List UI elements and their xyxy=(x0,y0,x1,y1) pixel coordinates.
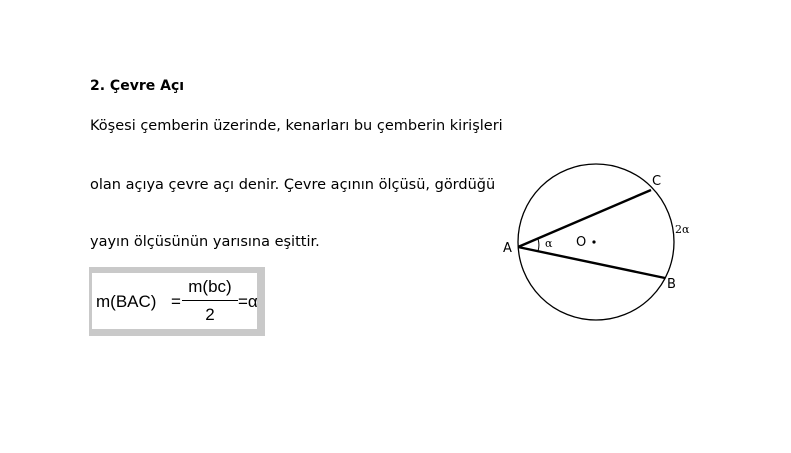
circle-outline xyxy=(518,164,674,320)
formula-content xyxy=(92,273,257,329)
paragraph-definition: Köşesi çemberin üzerinde, kenarları bu çemberin kirişleri xyxy=(90,118,503,134)
label-point-b: B xyxy=(667,277,676,292)
formula-fraction-bar xyxy=(182,300,238,301)
formula-image xyxy=(89,267,265,336)
label-center-o: O xyxy=(576,235,587,250)
formula-left-side: m(BAC) xyxy=(96,292,157,311)
paragraph-definition-continued: olan açıya çevre açı denir. Çevre açının ölçüsü, gördüğü xyxy=(90,177,496,193)
label-point-a: A xyxy=(503,241,512,256)
label-arc-two-alpha: 2α xyxy=(675,223,690,236)
formula-equals-sign: = xyxy=(171,292,181,311)
label-angle-alpha: α xyxy=(545,237,553,250)
circle-diagram xyxy=(495,160,715,330)
paragraph-conclusion: yayın ölçüsünün yarısına eşittir. xyxy=(90,234,320,250)
formula-denominator: 2 xyxy=(205,305,215,324)
label-point-c: C xyxy=(652,174,662,189)
formula-numerator: m(bc) xyxy=(188,277,232,296)
center-point xyxy=(592,240,595,243)
angle-arc xyxy=(538,239,539,251)
formula-right-side: =α xyxy=(238,292,258,311)
chord-ab xyxy=(518,247,665,278)
section-heading: 2. Çevre Açı xyxy=(90,78,185,94)
